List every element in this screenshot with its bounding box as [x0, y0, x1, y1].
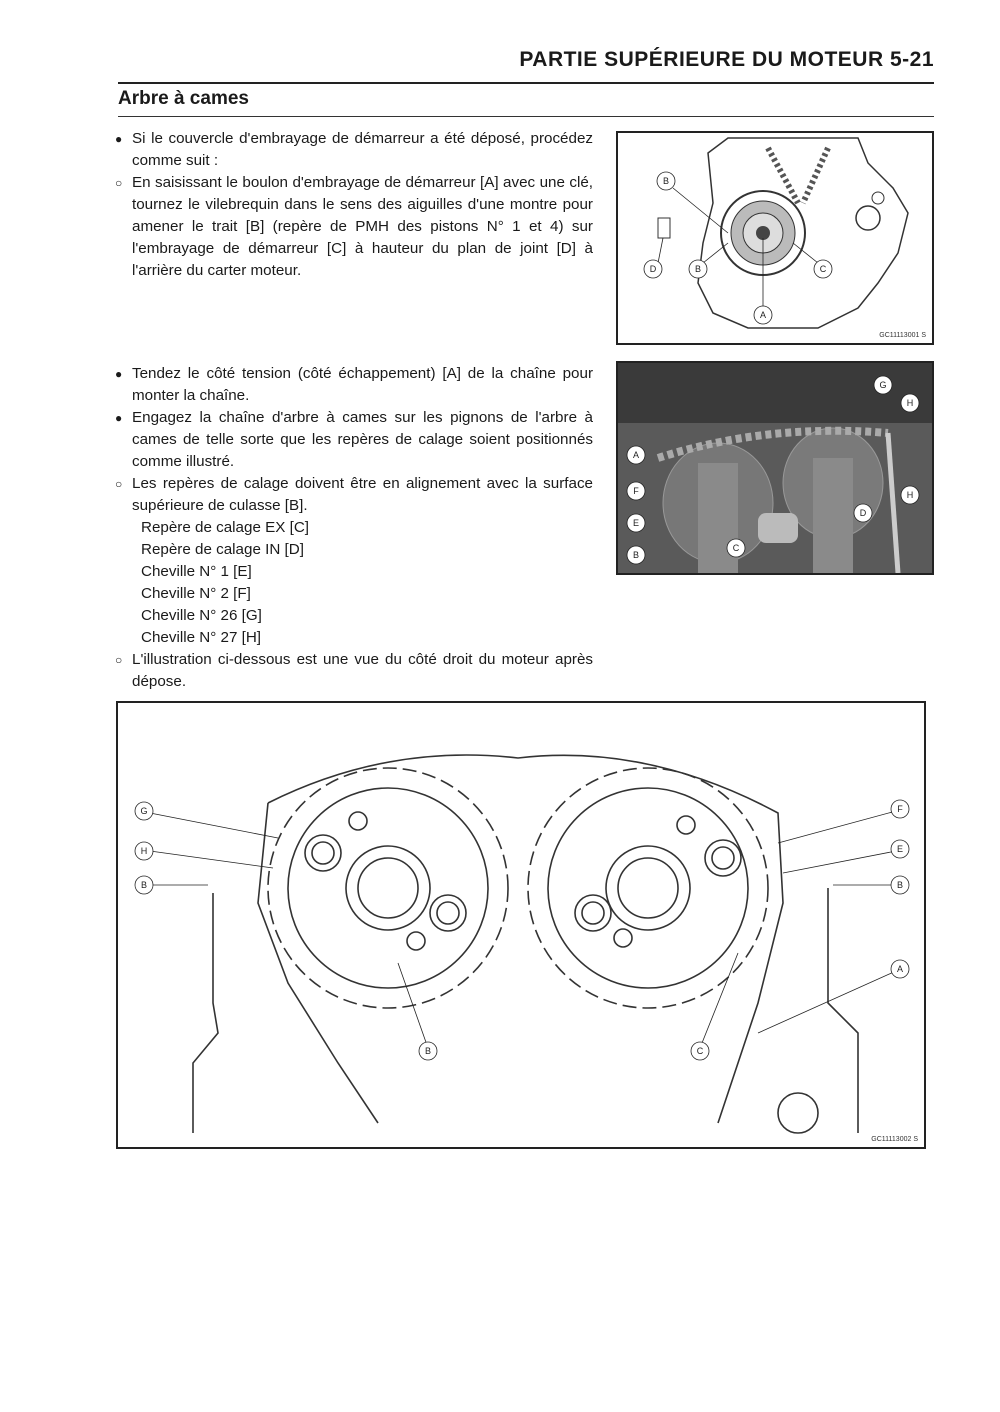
- callout-label: E: [632, 518, 640, 528]
- callout-label: B: [694, 264, 702, 274]
- paragraph-text: Les repères de calage doivent être en alignement avec la surface supérieure de culasse [B].: [132, 475, 593, 514]
- paragraph: [115, 407, 593, 473]
- figure-camshaft-sprockets: [116, 701, 926, 1149]
- callout-label: D: [649, 264, 657, 274]
- callout-label: C: [819, 264, 827, 274]
- callout-label: H: [906, 490, 914, 500]
- instruction-block-2: [115, 363, 593, 693]
- paragraph-text: Engagez la chaîne d'arbre à cames sur les pignons de l'arbre à cames de telle sorte que les repères de calage soient positionnés comme illustré.: [132, 409, 593, 470]
- figure-code: GC11113002 S: [871, 1136, 918, 1143]
- figure-starter-clutch: [616, 131, 934, 345]
- callout-label: D: [859, 508, 867, 518]
- callout-label: E: [896, 844, 904, 854]
- callout-label: A: [759, 310, 767, 320]
- paragraph: [115, 128, 593, 172]
- starter-clutch-drawing: [618, 133, 932, 343]
- callout-label: G: [140, 806, 148, 816]
- callout-label: B: [424, 1046, 432, 1056]
- bullet-marker: ●: [115, 411, 123, 425]
- list-item: Cheville N° 1 [E]: [141, 563, 252, 580]
- callout-label: G: [879, 380, 887, 390]
- paragraph-text: Si le couvercle d'embrayage de démarreur a été déposé, procédez comme suit :: [132, 130, 593, 169]
- paragraph-text: L'illustration ci-dessous est une vue du côté droit du moteur après dépose.: [132, 651, 593, 690]
- paragraph-text: En saisissant le boulon d'embrayage de démarreur [A] avec une clé, tournez le vilebrequin dans le sens des aiguilles d'une montre pour amener le trait [B] (repère de PMH des pistons N° 1 et 4) sur l'embrayage de démarreur [C] à hauteur du plan de joint [D] à l'arrière du carter moteur.: [132, 174, 593, 279]
- instruction-block-1: [115, 128, 593, 282]
- list-item: Cheville N° 27 [H]: [141, 629, 262, 646]
- callout-label: B: [632, 550, 640, 560]
- section-title: Arbre à cames: [118, 88, 249, 109]
- list-item: Repère de calage IN [D]: [141, 541, 304, 558]
- paragraph: [115, 649, 593, 693]
- paragraph: [115, 363, 593, 407]
- bullet-marker: ●: [115, 367, 123, 381]
- section-rule: [118, 116, 934, 117]
- paragraph: [115, 473, 593, 517]
- callout-label: F: [633, 486, 639, 496]
- list-item: Repère de calage EX [C]: [141, 519, 310, 536]
- note-marker: ○: [115, 653, 123, 667]
- page-header-title: PARTIE SUPÉRIEURE DU MOTEUR 5-21: [519, 48, 934, 71]
- callout-label: H: [906, 398, 914, 408]
- paragraph-text: Tendez le côté tension (côté échappement) [A] de la chaîne pour monter la chaîne.: [132, 365, 593, 404]
- camshaft-sprockets-drawing: [118, 703, 924, 1147]
- callout-label: A: [632, 450, 640, 460]
- camshaft-photo-drawing: [618, 363, 932, 573]
- figure-code: GC11113001 S: [879, 332, 926, 339]
- callout-label: B: [140, 880, 148, 890]
- paragraph: [115, 172, 593, 282]
- figure-camshaft-photo: [616, 361, 934, 575]
- callout-label: F: [897, 804, 903, 814]
- callout-label: A: [896, 964, 904, 974]
- callout-label: C: [732, 543, 740, 553]
- list-item: Cheville N° 2 [F]: [141, 585, 251, 602]
- callout-label: H: [140, 846, 148, 856]
- callout-label: B: [896, 880, 904, 890]
- header-rule: [118, 82, 934, 84]
- list-item: Cheville N° 26 [G]: [141, 607, 262, 624]
- callout-label: C: [696, 1046, 704, 1056]
- callout-label: B: [662, 176, 670, 186]
- note-marker: ○: [115, 176, 123, 190]
- note-marker: ○: [115, 477, 123, 491]
- bullet-marker: ●: [115, 132, 123, 146]
